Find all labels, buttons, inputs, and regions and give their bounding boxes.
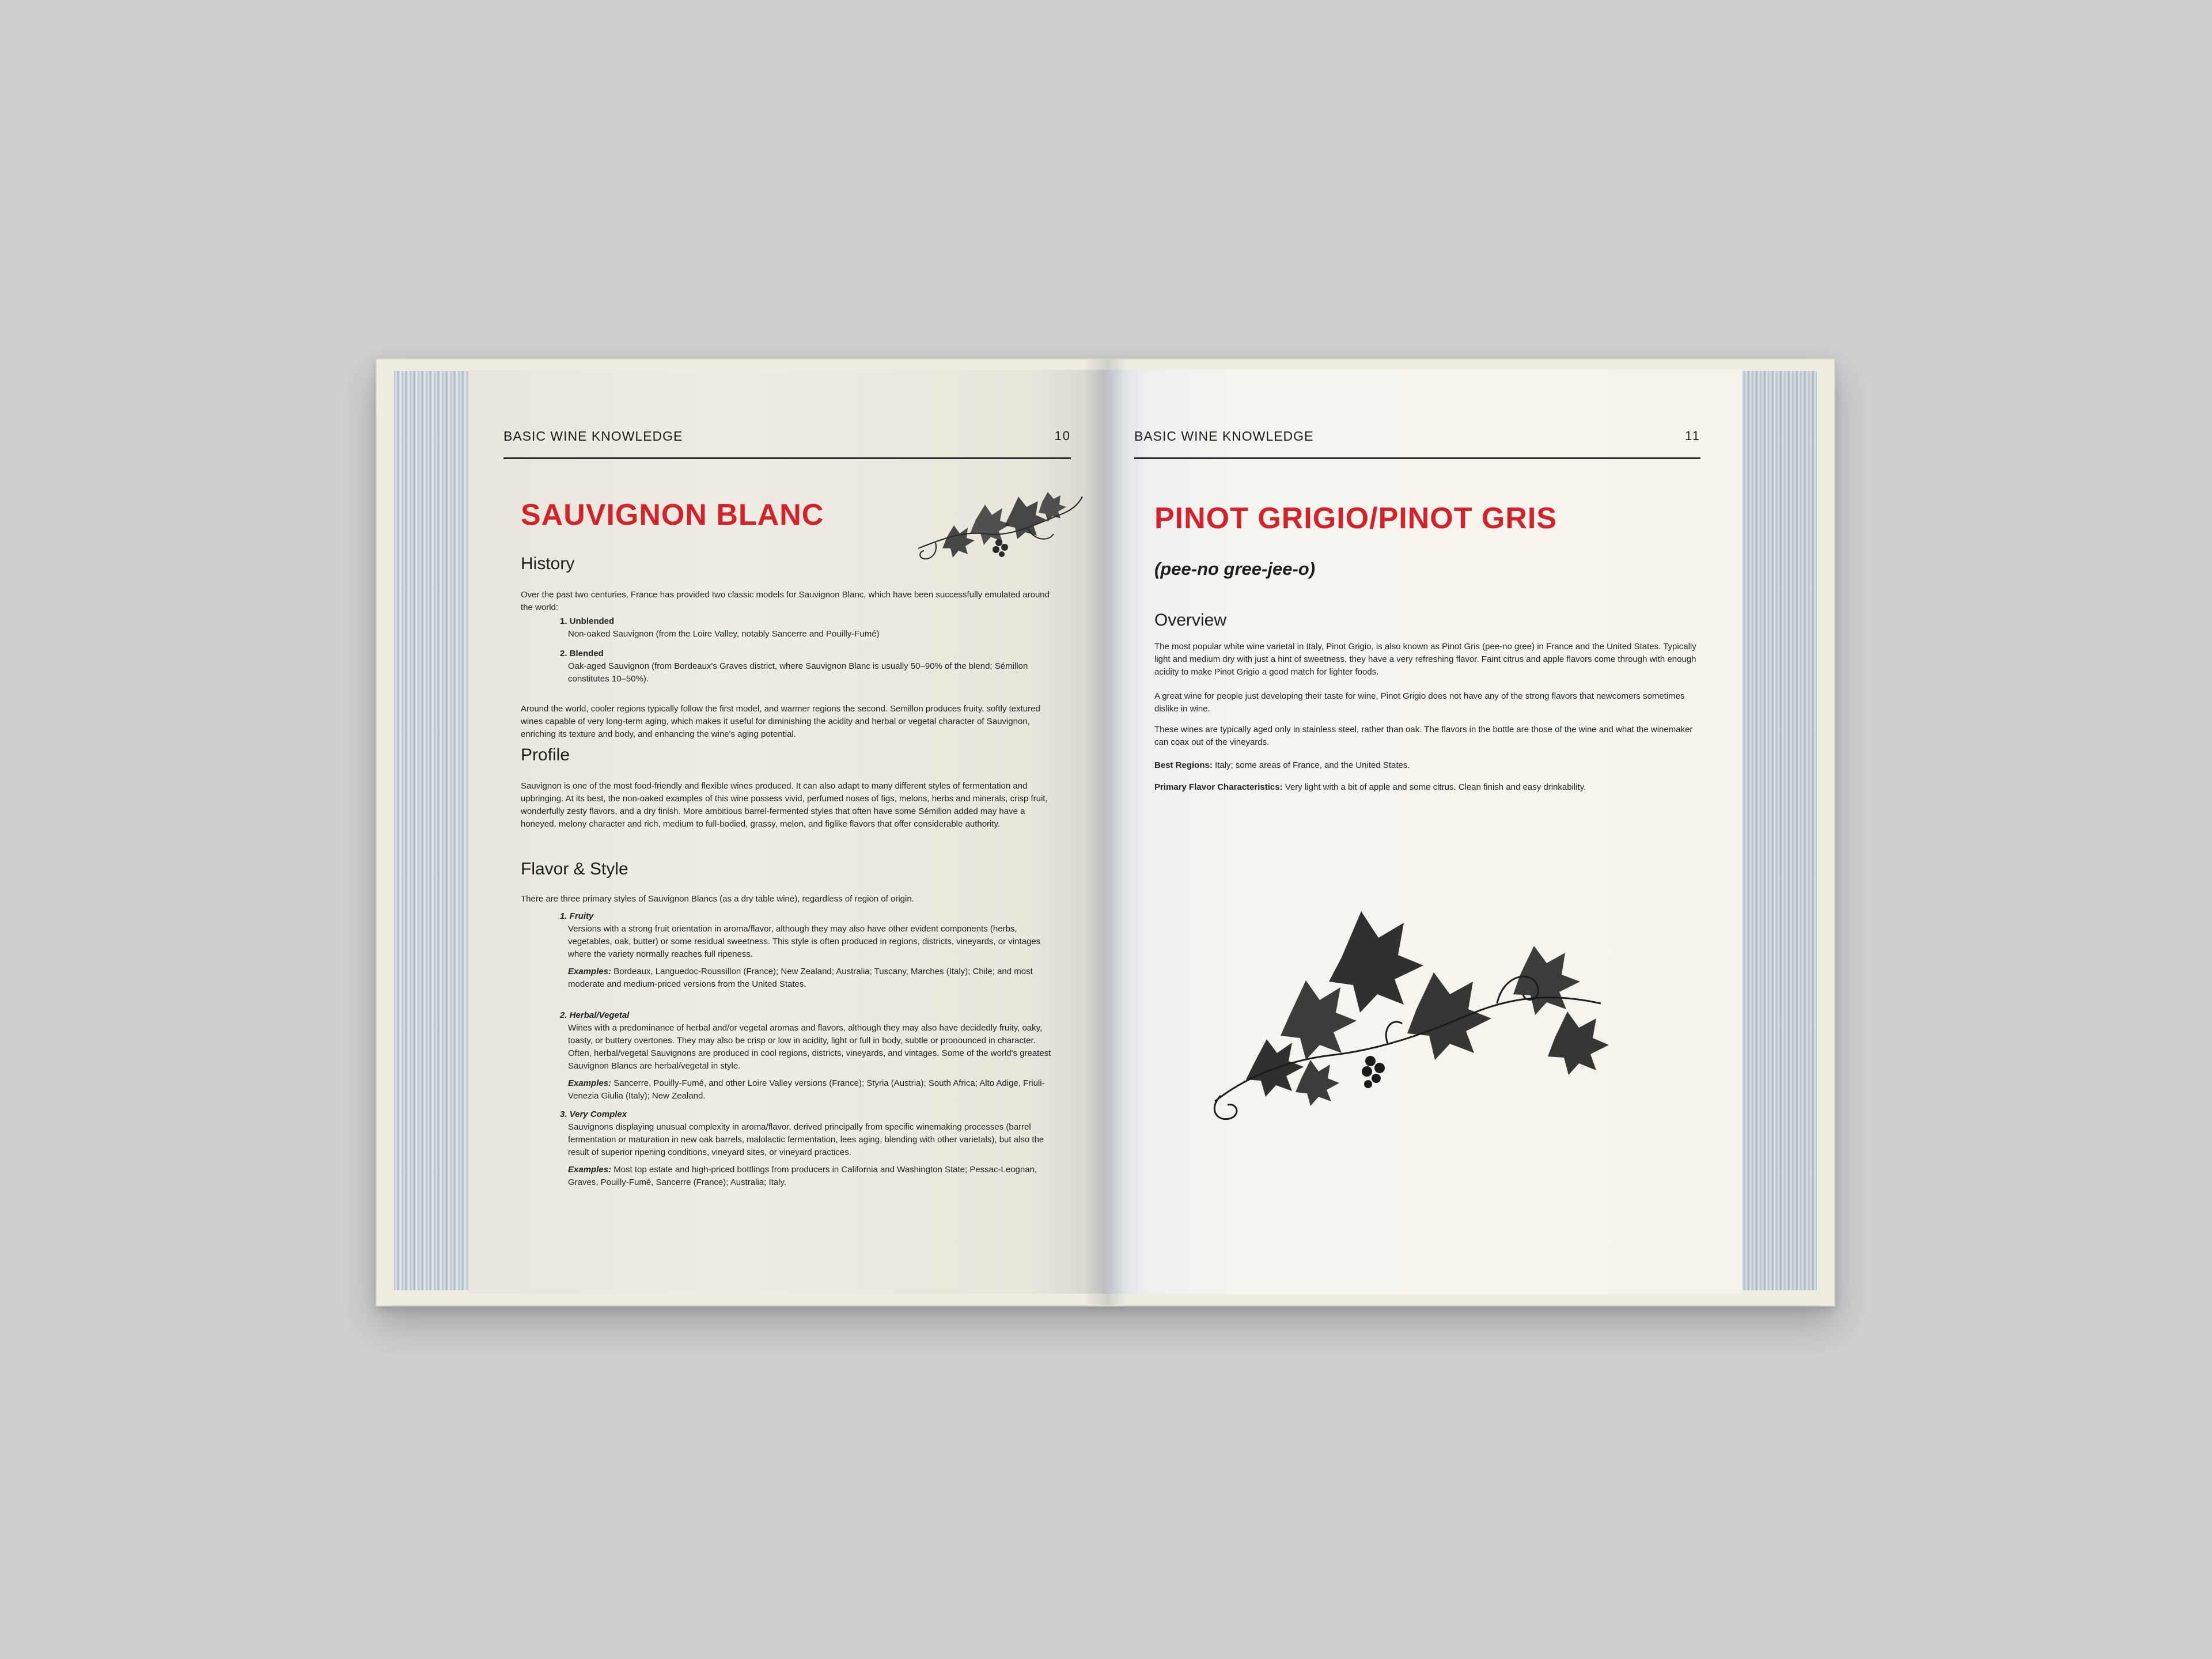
overview-paragraph: The most popular white wine varietal in Italy, Pinot Grigio, is also known as Pinot Gris (pee-no gree) in France and the United States. Typically light and medium dry with just a hint of sweetness, they have a very refreshing flavor. Faint citrus and apple flavors come through with enough acidity to make Pinot Grigio a good match for lighter foods.	[1154, 642, 1696, 677]
history-item-text: Non-oaked Sauvignon (from the Loire Valley, notably Sancerre and Pouilly-Fumé)	[568, 629, 880, 639]
style-item	[560, 910, 1055, 991]
pronunciation: (pee-no gree-jee-o)	[1154, 559, 1316, 579]
profile-text: Sauvignon is one of the most food-friendly and flexible wines produced. It can also adapt to many different styles of fermentation and upbringing. At its best, the non-oaked examples of this wine possess vivid, perfumed noses of figs, melons, herbs and minerals, crisp fruit, wonderfully zesty flavors, and a dry finish. More ambitious barrel-fermented styles that often have some Sémillon added may have a honeyed, melony character and rich, medium to full-bodied, grassy, melon, and figlike flavors that offer considerable authority.	[521, 781, 1048, 829]
profile-heading: Profile	[521, 745, 570, 764]
overview-paragraph: These wines are typically aged only in stainless steel, rather than oak. The flavors in the bottle are those of the wine and what the winemaker can coax out of the vineyards.	[1154, 725, 1693, 747]
style-item-examples	[560, 1077, 1055, 1103]
examples-text: Bordeaux, Languedoc-Roussillon (France); New Zealand; Australia; Tuscany, Marches (Italy); Chile; and most moderate and medium-priced versions from the United States.	[568, 967, 1033, 989]
style-item	[560, 1009, 1055, 1103]
style-item-text: Wines with a predominance of herbal and/or vegetal aromas and flavors, although they may also have decidedly fruity, oaky, toasty, or buttery overtones. They may also be crisp or low in acidity, light or full in body, subtle or pronounced in character. Often, herbal/vegetal Sauvignons are produced in cool regions, districts, vineyards, and vintages. Some of the world's greatest Sauvignon Blancs are herbal/vegetal in style.	[568, 1023, 1051, 1071]
book-spine-shadow	[1084, 359, 1127, 1305]
running-head	[1134, 427, 1700, 459]
running-head-title: BASIC WINE KNOWLEDGE	[1134, 429, 1314, 444]
history-intro: Over the past two centuries, France has provided two classic models for Sauvignon Blanc, which have been successfully emulated around the world:	[521, 590, 1050, 612]
style-item-examples	[560, 1164, 1055, 1189]
history-outro: Around the world, cooler regions typically follow the first model, and warmer regions the second. Semillon produces fruity, softly textured wines capable of very long-term aging, which makes it useful for diminishing the acidity and herbal or vegetal character of Sauvignon, enriching its texture and body, and enhancing the wine's aging potential.	[521, 704, 1040, 739]
chapter-title: SAUVIGNON BLANC	[521, 498, 824, 532]
primary-flavor-text: Very light with a bit of apple and some citrus. Clean finish and easy drinkability.	[1285, 782, 1586, 792]
history-heading: History	[521, 554, 575, 573]
examples-label: Examples:	[568, 967, 612, 976]
history-item-text: Oak-aged Sauvignon (from Bordeaux's Graves district, where Sauvignon Blanc is usually 50–90% of the blend; Sémillon constitutes 10–50%).	[568, 661, 1028, 684]
style-item-title: 2. Herbal/Vegetal	[560, 1010, 630, 1020]
right-page	[1105, 370, 1742, 1294]
right-page-edges	[1742, 371, 1817, 1290]
open-book	[376, 358, 1835, 1306]
running-head	[503, 427, 1071, 459]
chapter-title: PINOT GRIGIO/PINOT GRIS	[1154, 502, 1558, 535]
overview-paragraph: A great wine for people just developing their taste for wine, Pinot Grigio does not have any of the strong flavors that newcomers sometimes dislike in wine.	[1154, 691, 1685, 714]
grape-vine-icon	[912, 479, 1085, 566]
primary-flavor-label: Primary Flavor Characteristics:	[1154, 782, 1283, 792]
page-number: 10	[1054, 429, 1071, 443]
history-item-title: 2. Blended	[560, 649, 604, 658]
style-item-title: 1. Fruity	[560, 911, 594, 921]
flavor-style-heading: Flavor & Style	[521, 859, 628, 878]
history-item	[560, 647, 1055, 685]
style-item-title: 3. Very Complex	[560, 1109, 627, 1119]
history-item-title: 1. Unblended	[560, 616, 615, 626]
examples-text: Most top estate and high-priced bottlings from producers in California and Washington State; Pessac-Leognan, Graves, Pouilly-Fumé, Sancerre (France); Australia; Italy.	[568, 1165, 1037, 1187]
history-item	[560, 615, 1055, 641]
page-number: 11	[1685, 429, 1700, 443]
style-item-examples	[560, 965, 1055, 991]
examples-text: Sancerre, Pouilly-Fumé, and other Loire Valley versions (France); Styria (Austria); South Africa; Alto Adige, Friuli-Venezia Giulia (Italy); New Zealand.	[568, 1078, 1045, 1101]
examples-label: Examples:	[568, 1165, 612, 1175]
style-item-text: Versions with a strong fruit orientation in aroma/flavor, although they may also have other evident components (herbs, vegetables, oak, butter) or some residual sweetness. This style is often produced in regions, districts, vineyards, or vintages where the variety normally reaches full ripeness.	[568, 924, 1041, 959]
best-regions	[1154, 759, 1702, 772]
left-page-edges	[394, 371, 469, 1290]
left-page	[469, 370, 1105, 1294]
running-head-title: BASIC WINE KNOWLEDGE	[503, 429, 683, 444]
overview-heading: Overview	[1154, 611, 1227, 630]
best-regions-text: Italy; some areas of France, and the United States.	[1215, 760, 1410, 770]
primary-flavor	[1154, 781, 1702, 794]
grape-vine-icon	[1198, 888, 1624, 1130]
style-item	[560, 1108, 1055, 1189]
examples-label: Examples:	[568, 1078, 612, 1088]
best-regions-label: Best Regions:	[1154, 760, 1213, 770]
flavor-style-intro: There are three primary styles of Sauvignon Blancs (as a dry table wine), regardless of region of origin.	[521, 894, 914, 904]
style-item-text: Sauvignons displaying unusual complexity in aroma/flavor, derived principally from specific winemaking processes (barrel fermentation or maturation in new oak barrels, malolactic fermentation, lees aging, blending with other varietals), but also the result of superior ripening conditions, vineyard sites, or vineyard practices.	[568, 1122, 1044, 1157]
